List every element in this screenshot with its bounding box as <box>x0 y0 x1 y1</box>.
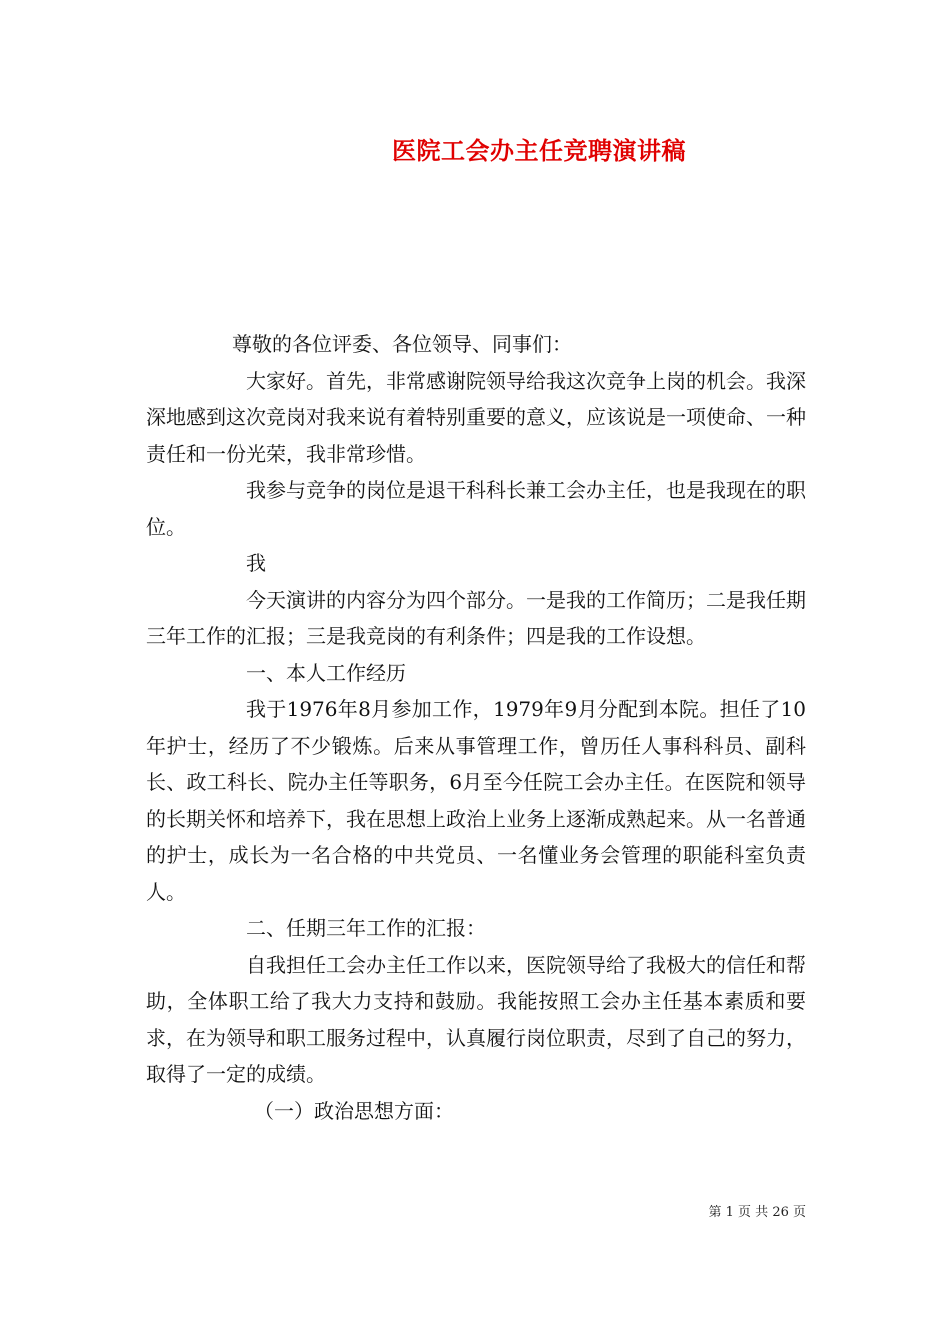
work-history-paragraph: 我于1976年8月参加工作，1979年9月分配到本院。担任了10年护士，经历了不少锻炼。后来从事管理工作，曾历任人事科科员、副科长、政工科长、院办主任等职务，6月至今任院工会办主任。在医院和领导的长期关怀和培养下，我在思想上政治上业务上逐渐成熟起来。从一名普通的护士，成长为一名合格的中共党员、一名懂业务会管理的职能科室负责人。 <box>146 697 806 904</box>
position-paragraph: 我参与竞争的岗位是退干科科长兼工会办主任，也是我现在的职位。 <box>146 478 806 539</box>
page-number: 第 1 页 共 26 页 <box>708 1205 806 1220</box>
section-heading-2: 二、任期三年工作的汇报： <box>246 916 486 940</box>
document-body <box>146 326 806 1129</box>
subsection-heading-1: （一）政治思想方面： <box>254 1098 454 1123</box>
outline-paragraph: 今天演讲的内容分为四个部分。一是我的工作简历；二是我任期三年工作的汇报；三是我竞岗的有利条件；四是我的工作设想。 <box>146 587 806 648</box>
fragment-paragraph: 我 <box>246 551 266 575</box>
section-heading-1: 一、本人工作经历 <box>246 660 406 685</box>
report-paragraph: 自我担任工会办主任工作以来，医院领导给了我极大的信任和帮助，全体职工给了我大力支持和鼓励。我能按照工会办主任基本素质和要求，在为领导和职工服务过程中，认真履行岗位职责，尽到了自己的努力，取得了一定的成绩。 <box>146 952 806 1086</box>
greeting-paragraph: 大家好。首先，非常感谢院领导给我这次竞争上岗的机会。我深深地感到这次竞岗对我来说有着特别重要的意义，应该说是一项使命、一种责任和一份光荣，我非常珍惜。 <box>146 368 806 466</box>
document-title: 医院工会办主任竞聘演讲稿 <box>392 136 686 165</box>
salutation-paragraph: 尊敬的各位评委、各位领导、同事们： <box>232 332 572 356</box>
